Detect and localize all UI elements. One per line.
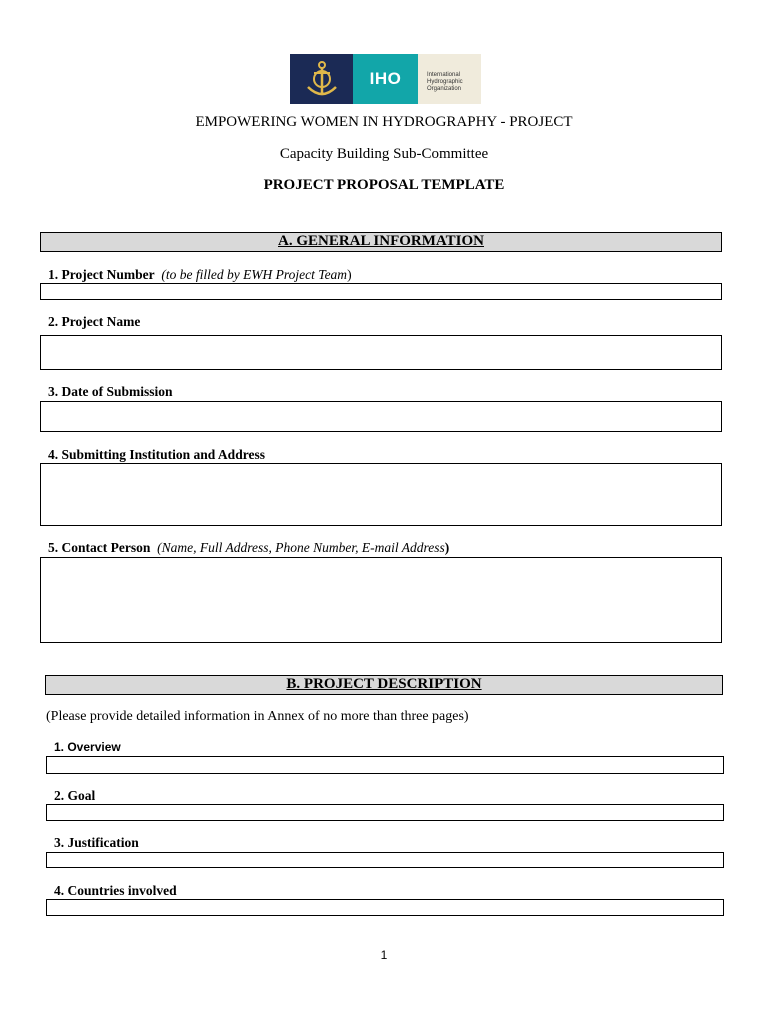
section-b-instruction: (Please provide detailed information in Annex of no more than three pages) <box>46 709 469 724</box>
field-label-date-of-submission: 3. Date of Submission <box>48 384 173 399</box>
section-b-heading: B. PROJECT DESCRIPTION <box>45 675 723 695</box>
field-label-contact-person: 5. Contact Person (Name, Full Address, Phone Number, E-mail Address) <box>48 540 450 555</box>
field-label-project-number: 1. Project Number (to be filled by EWH Project Team) <box>48 267 352 282</box>
document-title: PROJECT PROPOSAL TEMPLATE <box>263 177 505 193</box>
logo-abbr: IHO <box>353 54 418 104</box>
field-label-submitting-institution: 4. Submitting Institution and Address <box>48 447 265 462</box>
justification-input[interactable] <box>46 852 724 868</box>
field-label-overview: 1. Overview <box>54 740 121 754</box>
date-of-submission-input[interactable] <box>40 401 722 432</box>
field-label-countries-involved: 4. Countries involved <box>54 883 177 898</box>
iho-logo <box>290 54 481 104</box>
section-a-heading: A. GENERAL INFORMATION <box>40 232 722 252</box>
project-number-input[interactable] <box>40 283 722 300</box>
field-label-justification: 3. Justification <box>54 835 139 850</box>
contact-person-input[interactable] <box>40 557 722 643</box>
anchor-emblem-icon <box>290 54 353 104</box>
logo-text: International Hydrographic Organization <box>418 54 481 104</box>
overview-input[interactable] <box>46 756 724 774</box>
page-number: 1 <box>380 948 388 962</box>
submitting-institution-input[interactable] <box>40 463 722 526</box>
field-label-project-name: 2. Project Name <box>48 314 141 329</box>
field-label-goal: 2. Goal <box>54 788 96 803</box>
project-name-input[interactable] <box>40 335 722 370</box>
committee-subtitle: Capacity Building Sub-Committee <box>279 146 489 162</box>
project-title: EMPOWERING WOMEN IN HYDROGRAPHY - PROJECT <box>195 114 573 130</box>
countries-involved-input[interactable] <box>46 899 724 916</box>
goal-input[interactable] <box>46 804 724 821</box>
